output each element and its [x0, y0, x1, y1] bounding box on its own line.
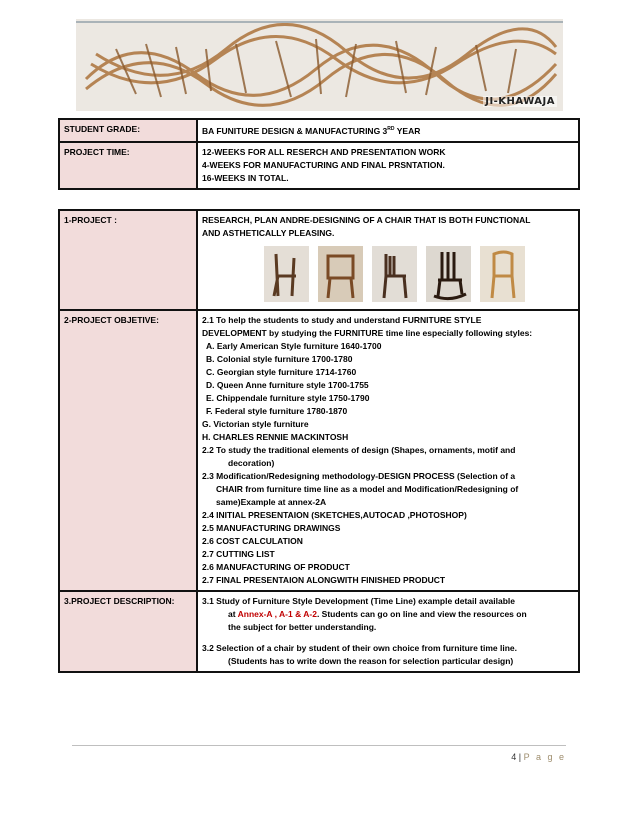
chair-photos [202, 240, 574, 306]
description-line: 3.1 Study of Furniture Style Development (Time Line) example detail available [202, 596, 516, 606]
step-item: 2.5 MANUFACTURING DRAWINGS [202, 523, 341, 533]
step-item: 2.7 CUTTING LIST [202, 549, 275, 559]
header-banner-image [76, 19, 563, 111]
objective-line: DEVELOPMENT by studying the FURNITURE time line especially following styles: [202, 328, 533, 338]
student-info-table [58, 118, 580, 190]
style-item: F. Federal style furniture 1780-1870 [206, 406, 348, 416]
chair-photo-1 [264, 246, 309, 302]
grade-suffix: YEAR [394, 125, 421, 136]
step-item: 2.4 INITIAL PRESENTAION (SKETCHES,AUTOCAD ,PHOTOSHOP) [202, 510, 467, 520]
description-value [197, 591, 579, 672]
banner-watermark: JI-KHAWAJA [485, 96, 555, 107]
grade-label: STUDENT GRADE: [59, 119, 197, 142]
page-number-value: 4 [511, 752, 517, 762]
table-row [59, 142, 579, 189]
style-item: B. Colonial style furniture 1700-1780 [206, 354, 353, 364]
project-value [197, 210, 579, 310]
grade-value [197, 119, 579, 142]
objective-line: 2.3 Modification/Redesigning methodology-DESIGN PROCESS (Selection of a [202, 471, 516, 481]
style-item: C. Georgian style furniture 1714-1760 [206, 367, 357, 377]
project-line: RESEARCH, PLAN ANDRE-DESIGNING OF A CHAIR THAT IS BOTH FUNCTIONAL [202, 215, 531, 225]
project-line: AND ASTHETICALLY PLEASING. [202, 228, 335, 238]
annex-link[interactable]: Annex-A , A-1 & A-2 [237, 609, 317, 619]
page-separator: | [516, 752, 524, 762]
description-text: at [228, 609, 238, 619]
objective-label: 2-PROJECT OBJETIVE: [59, 310, 197, 591]
objective-line: CHAIR from furniture time line as a model and Modification/Redesigning of [216, 484, 519, 494]
description-text: . Students can go on line and view the resources on [316, 609, 527, 619]
style-item: D. Queen Anne furniture style 1700-1755 [206, 380, 369, 390]
style-item: E. Chippendale furniture style 1750-1790 [206, 393, 370, 403]
chair-photo-3 [372, 246, 417, 302]
description-line: the subject for better understanding. [228, 622, 377, 632]
objective-line: 2.1 To help the students to study and understand FURNITURE STYLE [202, 315, 482, 325]
chair-photo-5 [480, 246, 525, 302]
objective-line: 2.2 To study the traditional elements of design (Shapes, ornaments, motif and [202, 445, 516, 455]
step-item: 2.6 MANUFACTURING OF PRODUCT [202, 562, 350, 572]
description-line: (Students has to write down the reason for selection particular design) [228, 656, 514, 666]
description-line [202, 608, 574, 621]
description-line: 3.2 Selection of a chair by student of their own choice from furniture time line. [202, 643, 518, 653]
time-line: 4-WEEKS FOR MANUFACTURING AND FINAL PRSNTATION. [202, 159, 445, 170]
style-item: A. Early American Style furniture 1640-1700 [206, 341, 382, 351]
style-item: G. Victorian style furniture [202, 419, 309, 429]
objective-line: same)Example at annex-2A [216, 497, 327, 507]
objective-value [197, 310, 579, 591]
page-word: P a g e [523, 752, 566, 762]
page-number [511, 752, 566, 762]
time-line: 12-WEEKS FOR ALL RESERCH AND PRESENTATION WORK [202, 146, 446, 157]
style-item: H. CHARLES RENNIE MACKINTOSH [202, 432, 349, 442]
project-label: 1-PROJECT : [59, 210, 197, 310]
description-label: 3.PROJECT DESCRIPTION: [59, 591, 197, 672]
time-value [197, 142, 579, 189]
project-table [58, 209, 580, 673]
table-row [59, 310, 579, 591]
spacer [202, 634, 574, 642]
time-label: PROJECT TIME: [59, 142, 197, 189]
table-row [59, 591, 579, 672]
chair-photo-2 [318, 246, 363, 302]
table-row [59, 210, 579, 310]
step-item: 2.6 COST CALCULATION [202, 536, 303, 546]
chair-photo-4 [426, 246, 471, 302]
grade-text: BA FUNITURE DESIGN & MANUFACTURING 3 [202, 125, 388, 136]
grade-sup: RD [387, 126, 395, 132]
footer-divider [72, 745, 566, 746]
table-row [59, 119, 579, 142]
step-item: 2.7 FINAL PRESENTAION ALONGWITH FINISHED PRODUCT [202, 575, 446, 585]
objective-line: decoration) [228, 458, 275, 468]
time-line: 16-WEEKS IN TOTAL. [202, 172, 289, 183]
